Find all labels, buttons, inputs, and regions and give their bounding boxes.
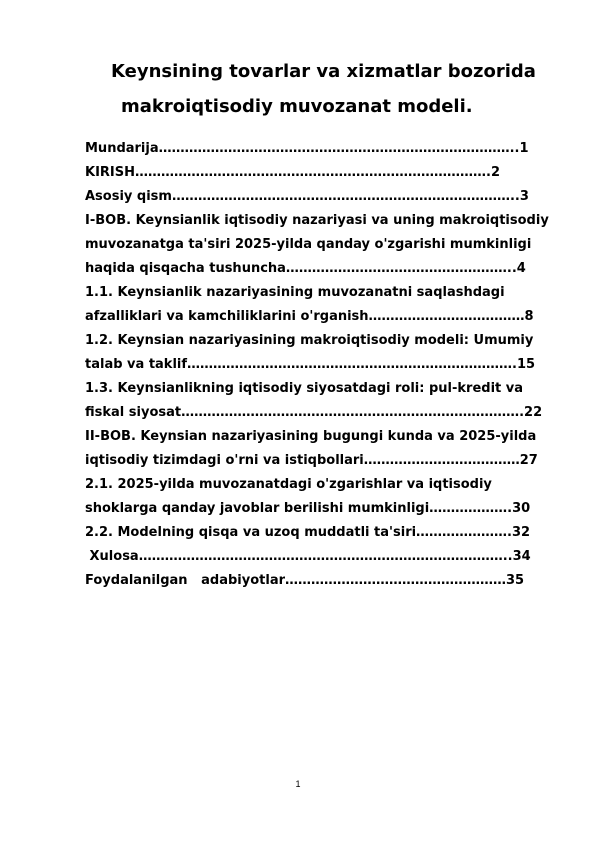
toc-entry-asosiy-qism: Asosiy qism……………………………………………………………………..3 (85, 189, 529, 204)
toc-entry-xulosa: Xulosa…………………………………………………………………………..34 (85, 549, 531, 564)
toc-entry-chapter-2-line-1: II-BOB. Keynsian nazariyasining bugungi kunda va 2025-yilda (85, 429, 537, 444)
toc-entry-chapter-1-line-1: I-BOB. Keynsianlik iqtisodiy nazariyasi va uning makroiqtisodiy (85, 213, 549, 228)
document-title-line-1: Keynsining tovarlar va xizmatlar bozorida (111, 61, 536, 82)
page-number: 1 (295, 779, 301, 789)
toc-entry-section-1-2-line-2: talab va taklif………………………………………………………………….15 (85, 357, 536, 372)
toc-entry-adabiyotlar: Foydalanilgan adabiyotlar……………………………………………35 (85, 573, 525, 588)
toc-entry-section-1-3-line-1: 1.3. Keynsianlikning iqtisodiy siyosatdagi roli: pul-kredit va (85, 381, 524, 396)
table-of-contents (85, 137, 555, 593)
toc-entry-section-1-2-line-1: 1.2. Keynsian nazariyasining makroiqtisodiy modeli: Umumiy (85, 333, 534, 348)
toc-entry-kirish: KIRISH……………………………………………………………………….2 (85, 165, 500, 180)
toc-entry-section-2-1-line-1: 2.1. 2025-yilda muvozanatdagi o'zgarishlar va iqtisodiy (85, 477, 492, 492)
toc-entry-chapter-2-line-2: iqtisodiy tizimdagi o'rni va istiqbollari………………………………27 (85, 453, 538, 468)
toc-entry-chapter-1-line-3: haqida qisqacha tushuncha……………………………………………..4 (85, 261, 526, 276)
toc-entry-section-1-1-line-2: afzalliklari va kamchiliklarini o'rganish………………………………8 (85, 309, 534, 324)
toc-entry-section-2-1-line-2: shoklarga qanday javoblar berilishi mumkinligi……………….30 (85, 501, 531, 516)
toc-entry-chapter-1-line-2: muvozanatga ta'siri 2025-yilda qanday o'zgarishi mumkinligi (85, 237, 532, 252)
toc-entry-section-2-2: 2.2. Modelning qisqa va uzoq muddatli ta'siri………………….32 (85, 525, 531, 540)
toc-entry-mundarija: Mundarija………………………………………………………………………..1 (85, 141, 529, 156)
document-title-line-2: makroiqtisodiy muvozanat modeli. (121, 96, 473, 117)
toc-entry-section-1-1-line-1: 1.1. Keynsianlik nazariyasining muvozanatni saqlashdagi (85, 285, 505, 300)
toc-entry-section-1-3-line-2: fiskal siyosat…………………………………………………………………….22 (85, 405, 543, 420)
